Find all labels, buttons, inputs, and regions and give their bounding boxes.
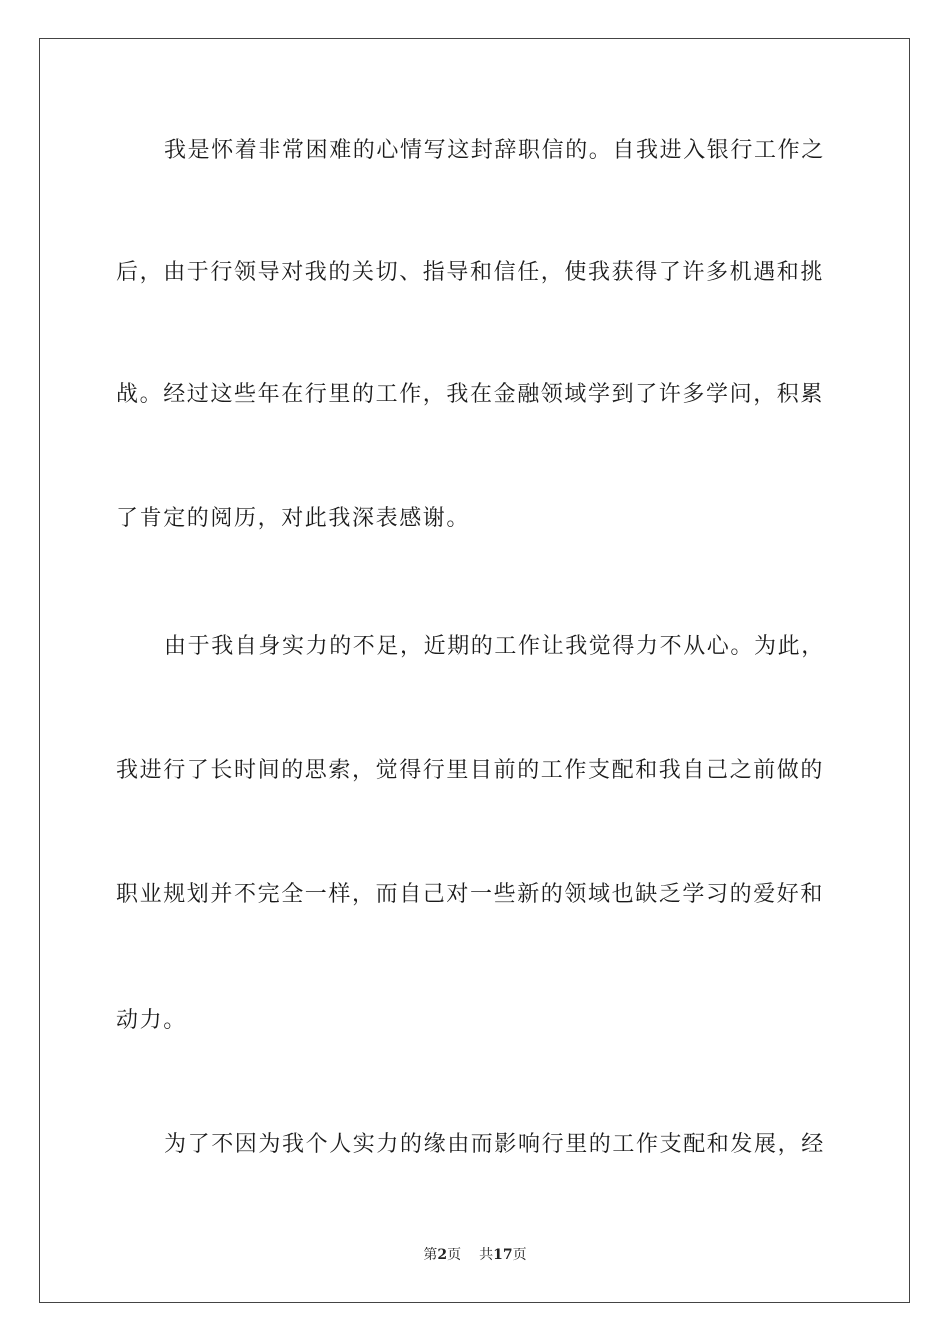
page-footer [0,1246,950,1264]
paragraph-1-line-4: 了肯定的阅历，对此我深表感谢。 [116,506,471,531]
page-number: 2 [437,1247,448,1263]
page-suffix: 页 [447,1247,462,1263]
total-prefix: 共 [479,1247,494,1263]
paragraph-1-line-2: 后，由于行领导对我的关切、指导和信任，使我获得了许多机遇和挑 [116,260,825,285]
paragraph-3-line-1: 为了不因为我个人实力的缘由而影响行里的工作支配和发展，经 [164,1132,825,1157]
paragraph-1-line-1: 我是怀着非常困难的心情写这封辞职信的。自我进入银行工作之 [164,138,825,163]
page-prefix: 第 [423,1247,438,1263]
total-suffix: 页 [512,1247,527,1263]
paragraph-1-line-3: 战。经过这些年在行里的工作，我在金融领域学到了许多学问，积累 [116,382,825,407]
page-border [39,38,910,1303]
paragraph-2-line-2: 我进行了长时间的思索，觉得行里目前的工作支配和我自己之前做的 [116,758,825,783]
paragraph-2-line-3: 职业规划并不完全一样，而自己对一些新的领域也缺乏学习的爱好和 [116,882,825,907]
paragraph-2-line-4: 动力。 [116,1008,187,1033]
paragraph-2-line-1: 由于我自身实力的不足，近期的工作让我觉得力不从心。为此， [164,634,825,659]
total-pages: 17 [493,1247,513,1263]
